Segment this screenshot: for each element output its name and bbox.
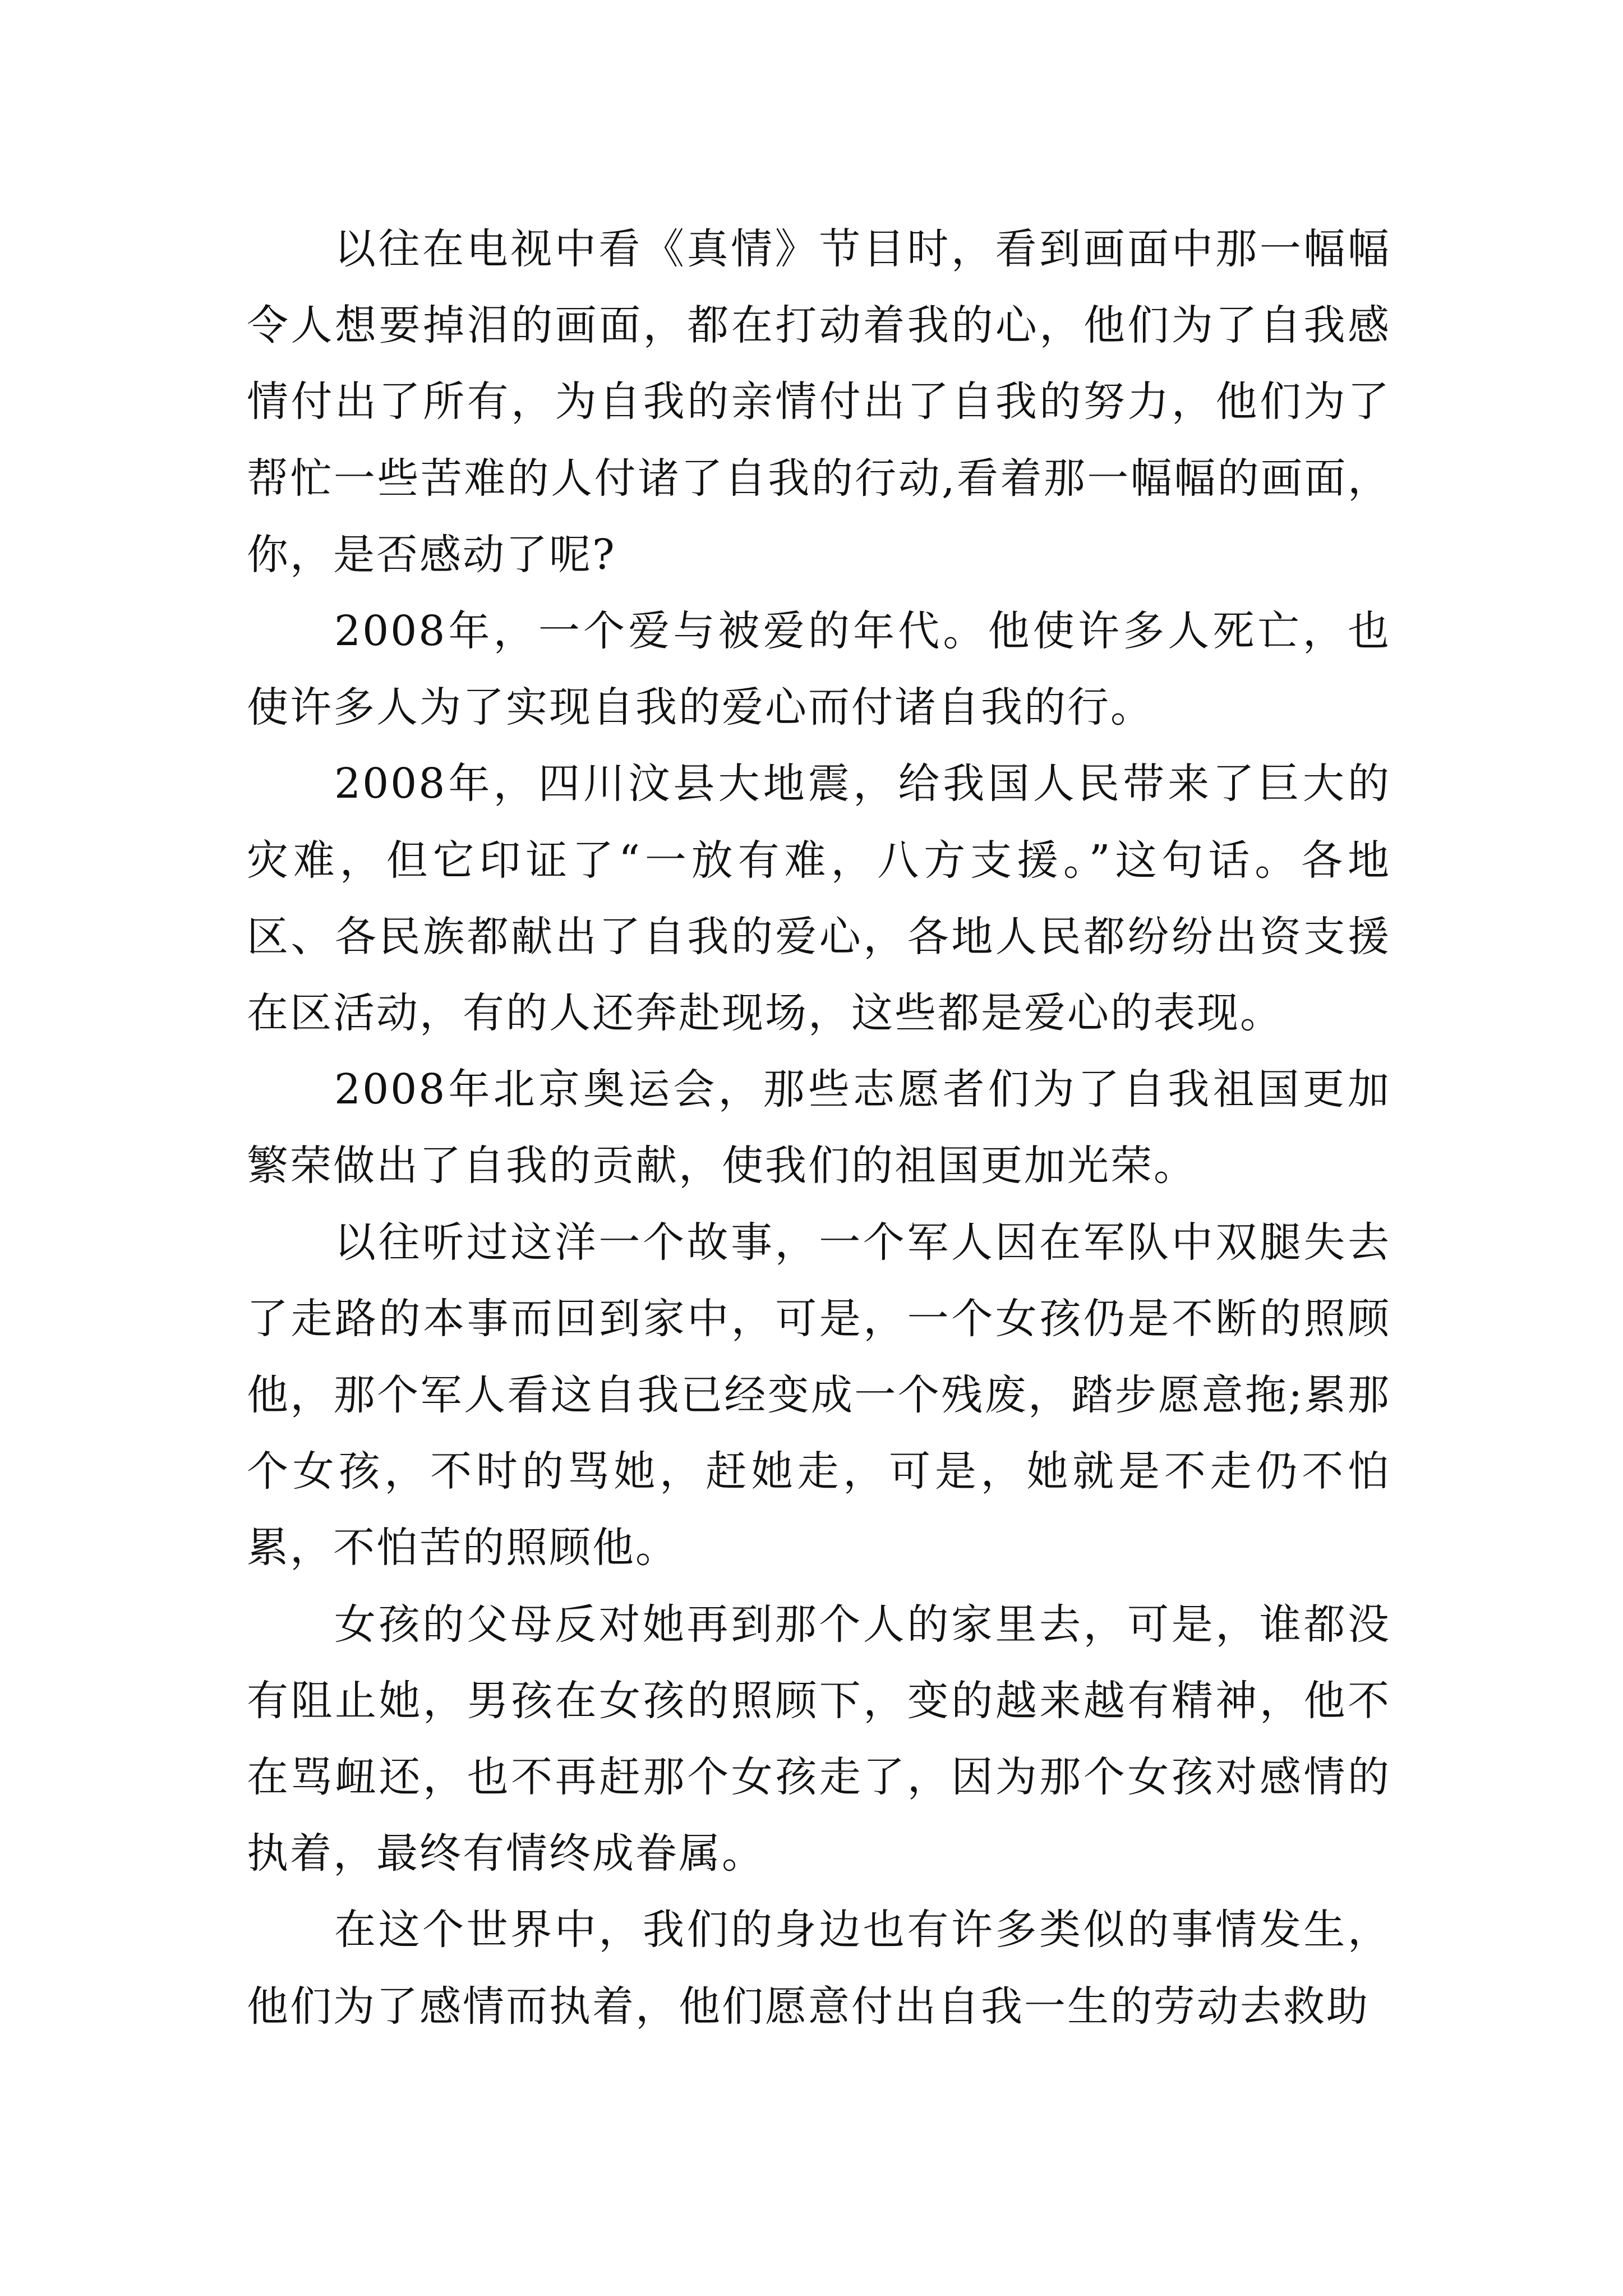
paragraph-5: 以往听过这洋一个故事，一个军人因在军队中双腿失去了走路的本事而回到家中，可是，一个女孩仍是不断的照顾他，那个军人看这自我已经变成一个残废，踏步愿意拖;累那个女孩，不时的骂她，赶她走，可是，她就是不走仍不怕累，不怕苦的照顾他。 — [247, 1218, 1391, 1572]
paragraph-1: 以往在电视中看《真情》节目时，看到画面中那一幅幅令人想要掉泪的画面，都在打动着我的心，他们为了自我感情付出了所有，为自我的亲情付出了自我的努力，他们为了帮忙一些苦难的人付诸了自我的行动,看着那一幅幅的画面，你，是否感动了呢? — [247, 225, 1391, 579]
paragraph-3: 2008年，四川汶县大地震，给我国人民带来了巨大的灾难，但它印证了“一放有难，八方支援。”这句话。各地区、各民族都献出了自我的爱心，各地人民都纷纷出资支援在区活动，有的人还奔赴现场，这些都是爱心的表现。 — [247, 760, 1391, 1038]
paragraph-6: 女孩的父母反对她再到那个人的家里去，可是，谁都没有阻止她，男孩在女孩的照顾下，变的越来越有精神，他不在骂衄还，也不再赶那个女孩走了，因为那个女孩对感情的执着，最终有情终成眷属。 — [247, 1600, 1391, 1878]
paragraph-7: 在这个世界中，我们的身边也有许多类似的事情发生，他们为了感情而执着，他们愿意付出自我一生的劳动去救助 — [247, 1906, 1391, 2031]
document-body — [247, 211, 1391, 2045]
paragraph-4: 2008年北京奥运会，那些志愿者们为了自我祖国更加繁荣做出了自我的贡献，使我们的祖国更加光荣。 — [247, 1065, 1391, 1190]
paragraph-2: 2008年，一个爱与被爱的年代。他使许多人死亡，也使许多人为了实现自我的爱心而付诸自我的行。 — [247, 607, 1391, 732]
